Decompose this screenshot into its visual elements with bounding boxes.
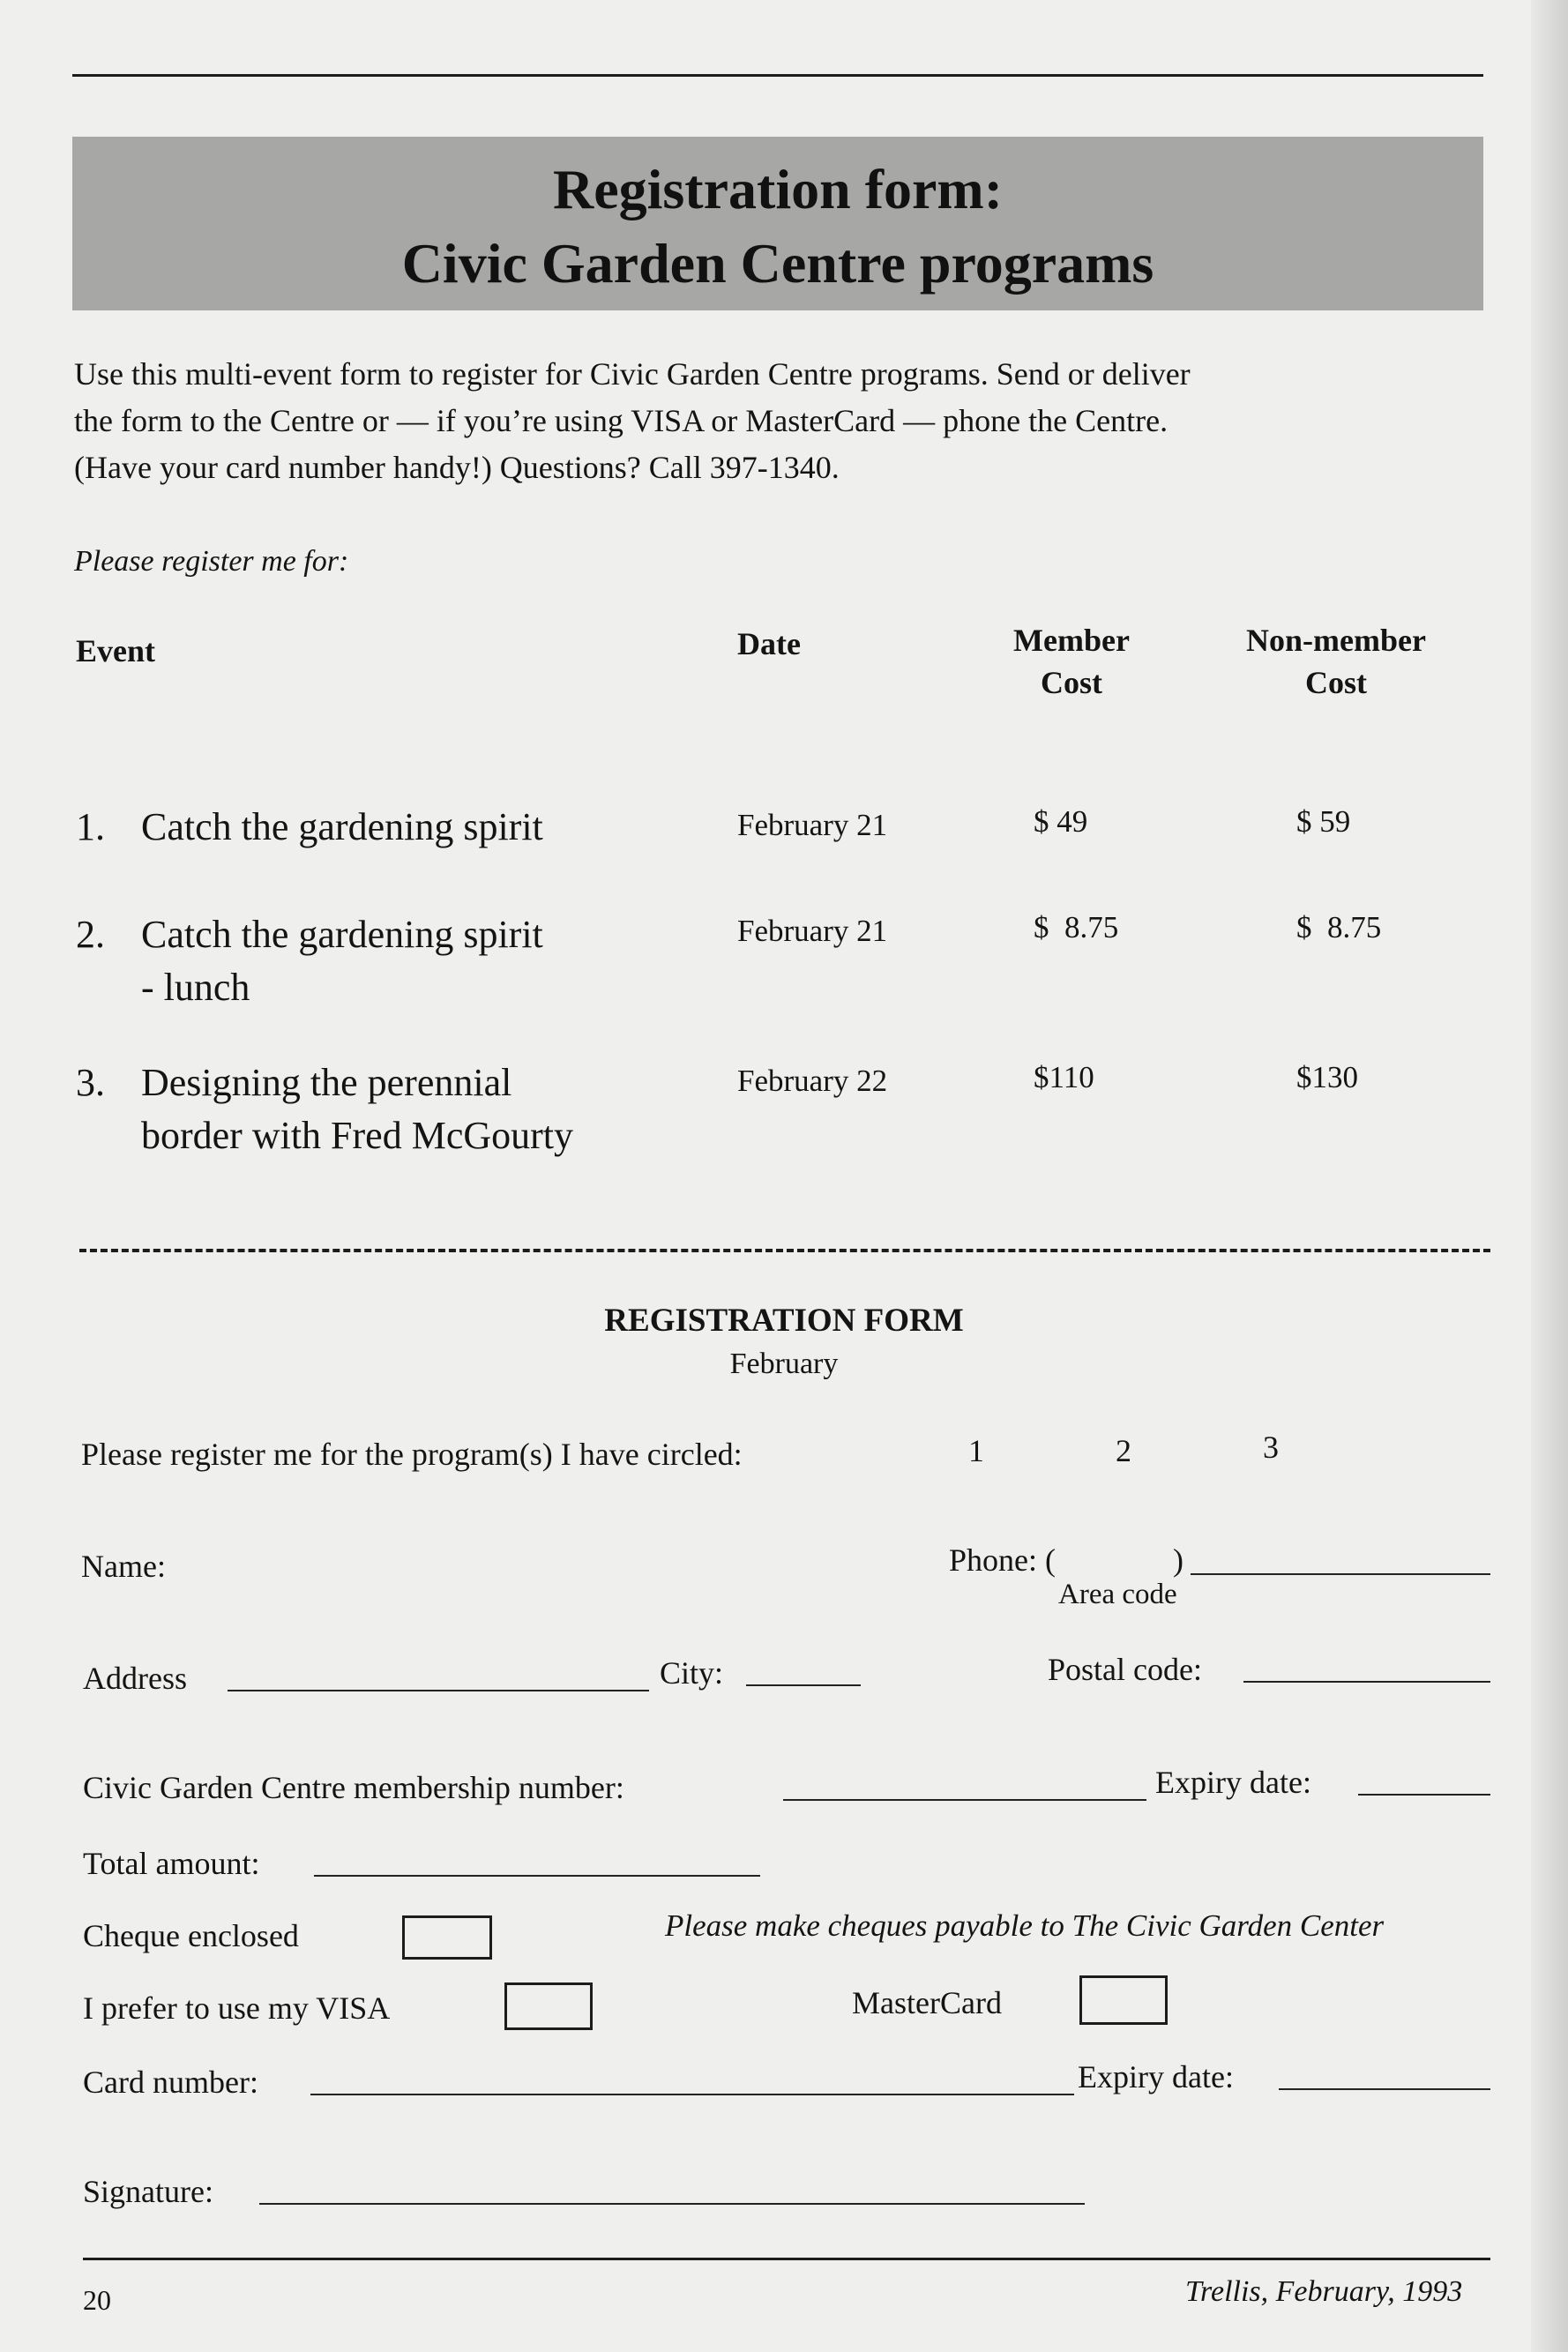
membership-number-field[interactable]	[783, 1799, 1146, 1801]
member-cost: $ 8.75	[1034, 910, 1119, 945]
header-nonmember-cost	[1226, 619, 1446, 704]
event-name	[141, 908, 543, 1014]
intro-line: Use this multi-event form to register for Civic Garden Centre programs. Send or deliver	[74, 356, 1191, 392]
program-option-3[interactable]: 3	[1263, 1430, 1279, 1465]
publication-footer: Trellis, February, 1993	[1185, 2275, 1463, 2308]
page-number: 20	[83, 2284, 111, 2316]
event-number: 1.	[76, 805, 105, 848]
phone-label: Phone: (	[949, 1542, 1056, 1578]
header-member-cost	[997, 619, 1146, 704]
intro-line: (Have your card number handy!) Questions? Call 397-1340.	[74, 450, 840, 485]
header-event: Event	[76, 633, 155, 668]
cheque-label: Cheque enclosed	[83, 1918, 299, 1953]
city-label: City:	[660, 1655, 724, 1691]
visa-label: I prefer to use my VISA	[83, 1990, 391, 2026]
intro-paragraph	[74, 351, 1485, 491]
event-date: February 21	[737, 808, 888, 842]
circle-prompt: Please register me for the program(s) I have circled:	[81, 1437, 743, 1472]
bottom-rule	[83, 2258, 1490, 2260]
page-title-line2: Civic Garden Centre programs	[401, 232, 1154, 295]
address-field[interactable]	[228, 1690, 649, 1691]
header-nonmember-line1: Non-member	[1246, 623, 1426, 658]
phone-paren: )	[1173, 1542, 1183, 1578]
cut-line	[79, 1249, 1490, 1252]
form-subtitle: February	[729, 1348, 839, 1380]
event-name-line2: border with Fred McGourty	[141, 1114, 574, 1157]
phone-field[interactable]	[1191, 1573, 1490, 1575]
page-edge-shadow	[1531, 0, 1568, 2352]
member-cost: $ 49	[1034, 804, 1088, 839]
area-code-label: Area code	[1058, 1579, 1177, 1610]
cheque-note: Please make cheques payable to The Civic Garden Center	[665, 1908, 1385, 1943]
event-number: 2.	[76, 913, 105, 956]
page-title-line1: Registration form:	[552, 158, 1004, 220]
event-date: February 22	[737, 1064, 888, 1098]
form-title: REGISTRATION FORM	[604, 1303, 964, 1339]
event-name: Catch the gardening spirit	[141, 805, 543, 848]
header-member-line2: Cost	[1041, 665, 1102, 700]
city-field[interactable]	[746, 1684, 861, 1686]
signature-label: Signature:	[83, 2174, 213, 2209]
nonmember-cost: $ 8.75	[1296, 910, 1382, 945]
cheque-checkbox[interactable]	[402, 1915, 492, 1960]
event-name-line1: Catch the gardening spirit	[141, 913, 543, 956]
intro-line: the form to the Centre or — if you’re using VISA or MasterCard — phone the Centre.	[74, 403, 1169, 438]
event-date: February 21	[737, 914, 888, 948]
event-name-line2: - lunch	[141, 966, 250, 1009]
member-cost: $110	[1034, 1060, 1094, 1094]
event-name-line1: Designing the perennial	[141, 1061, 512, 1104]
address-label: Address	[83, 1661, 187, 1696]
postal-code-field[interactable]	[1243, 1681, 1490, 1683]
total-amount-field[interactable]	[314, 1875, 760, 1877]
header-nonmember-line2: Cost	[1305, 665, 1367, 700]
membership-expiry-label: Expiry date:	[1155, 1765, 1311, 1800]
postal-code-label: Postal code:	[1048, 1652, 1202, 1687]
card-number-field[interactable]	[310, 2094, 1074, 2095]
name-label: Name:	[81, 1549, 166, 1584]
mastercard-label: MasterCard	[852, 1985, 1002, 2020]
nonmember-cost: $130	[1296, 1060, 1358, 1094]
mastercard-checkbox[interactable]	[1079, 1975, 1168, 2025]
event-number: 3.	[76, 1061, 105, 1104]
total-amount-label: Total amount:	[83, 1846, 260, 1881]
card-number-label: Card number:	[83, 2065, 258, 2100]
signature-field[interactable]	[259, 2203, 1085, 2205]
program-option-1[interactable]: 1	[968, 1433, 984, 1468]
header-date: Date	[737, 626, 801, 661]
membership-label: Civic Garden Centre membership number:	[83, 1770, 624, 1805]
card-expiry-label: Expiry date:	[1078, 2059, 1234, 2094]
visa-checkbox[interactable]	[504, 1982, 593, 2030]
header-member-line1: Member	[1013, 623, 1130, 658]
nonmember-cost: $ 59	[1296, 804, 1351, 839]
membership-expiry-field[interactable]	[1358, 1794, 1490, 1796]
top-rule	[72, 74, 1483, 77]
program-option-2[interactable]: 2	[1116, 1433, 1131, 1468]
please-register-label: Please register me for:	[74, 545, 349, 578]
card-expiry-field[interactable]	[1279, 2088, 1490, 2090]
event-name	[141, 1057, 573, 1162]
